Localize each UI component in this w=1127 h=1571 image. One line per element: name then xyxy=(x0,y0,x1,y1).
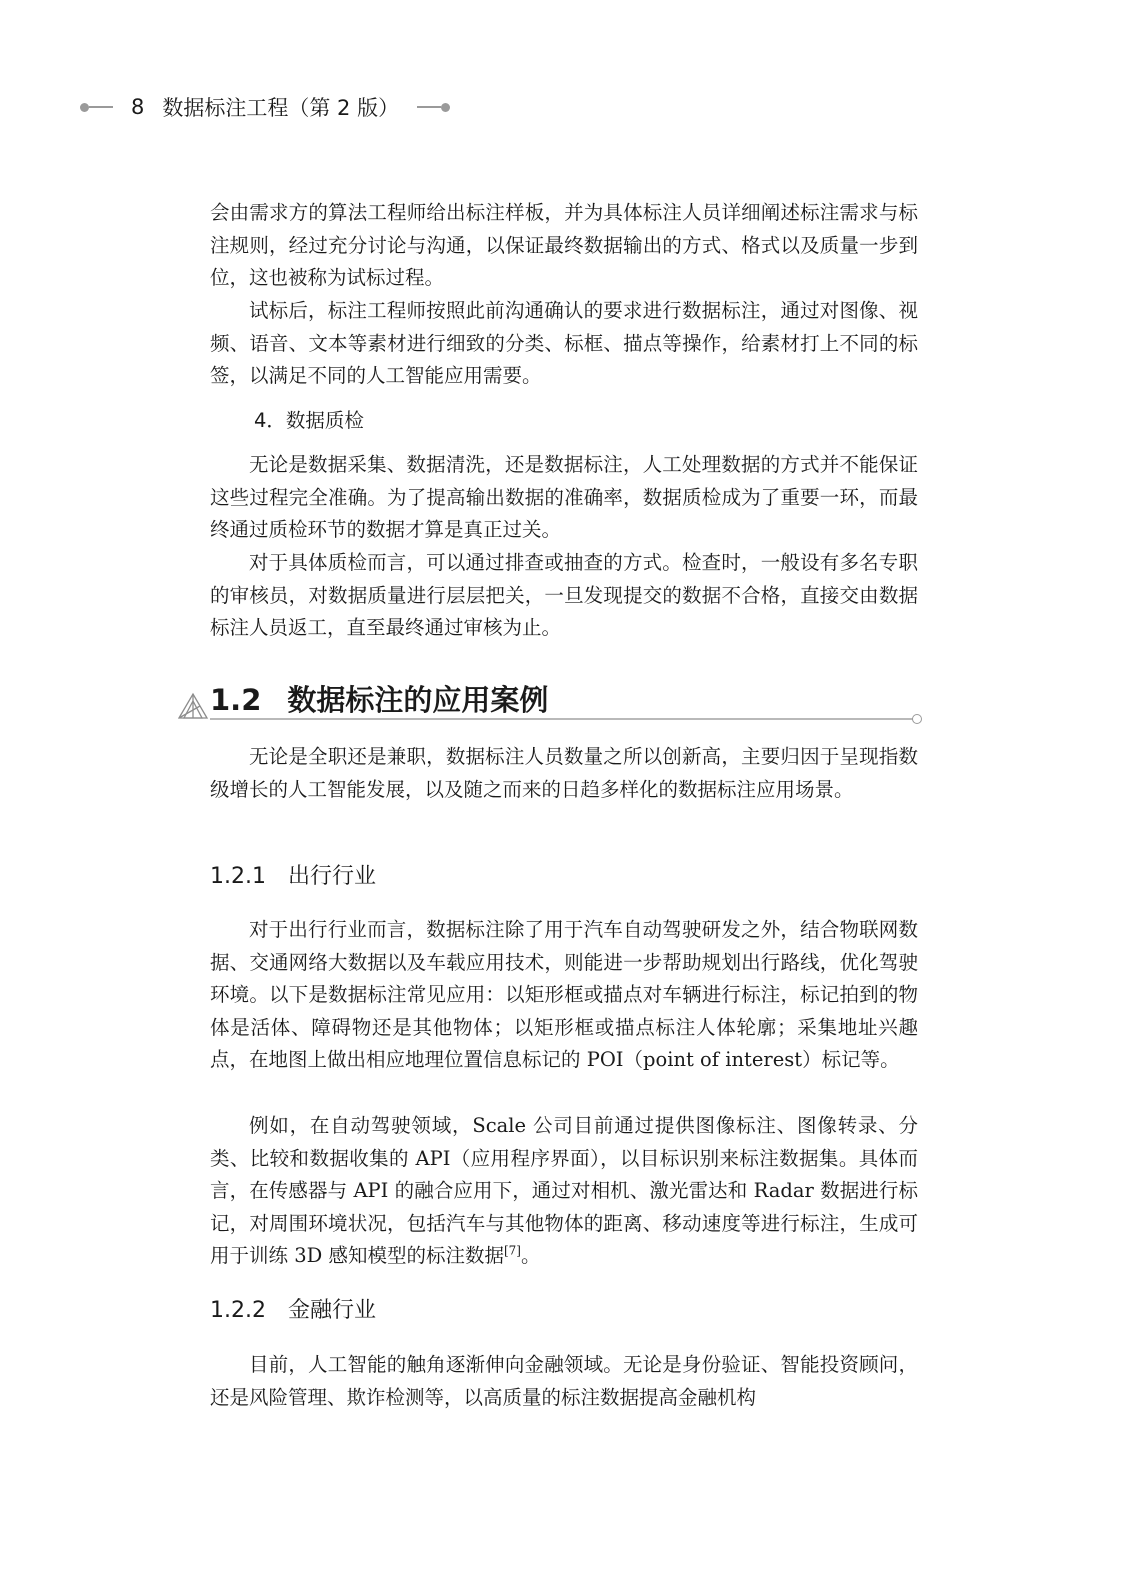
subsection-number: 1.2.1 xyxy=(210,864,266,889)
book-title: 数据标注工程（第 2 版） xyxy=(162,96,400,120)
paragraph-travel-industry: 对于出行行业而言，数据标注除了用于汽车自动驾驶研发之外，结合物联网数据、交通网络大数据以及车载应用技术，则能进一步帮助规划出行路线，优化驾驶环境。以下是数据标注常见应用：以矩形框或描点对车辆进行标注，标记拍到的物体是活体、障碍物还是其他物体；以矩形框或描点标注人体轮廓；采集地址兴趣点，在地图上做出相应地理位置信息标记的 POI（point of interest）标记等。 xyxy=(210,918,918,1072)
section-title-text: 数据标注的应用案例 xyxy=(287,683,549,717)
subsection-heading-finance xyxy=(210,1293,376,1324)
section-rule-endcap xyxy=(912,714,922,724)
header-left-ornament xyxy=(80,103,113,112)
paragraph-section-intro: 无论是全职还是兼职，数据标注人员数量之所以创新高，主要归因于呈现指数级增长的人工智能发展，以及随之而来的日趋多样化的数据标注应用场景。 xyxy=(210,745,918,801)
paragraph-continued: 会由需求方的算法工程师给出标注样板，并为具体标注人员详细阐述标注需求与标注规则，经过充分讨论与沟通，以保证最终数据输出的方式、格式以及质量一步到位，这也被称为试标过程。 xyxy=(210,201,918,290)
section-heading xyxy=(176,676,924,726)
paragraph-finance-industry: 目前，人工智能的触角逐渐伸向金融领域。无论是身份验证、智能投资顾问，还是风险管理、欺诈检测等，以高质量的标注数据提高金融机构 xyxy=(210,1353,918,1409)
paragraph-scale-example xyxy=(210,1110,918,1273)
subsection-title: 出行行业 xyxy=(287,864,376,889)
subsection-number: 1.2.2 xyxy=(210,1298,266,1323)
section-title xyxy=(210,676,548,724)
citation-ref: [7] xyxy=(503,1243,521,1258)
paragraph-trial-labeling: 试标后，标注工程师按照此前沟通确认的要求进行数据标注，通过对图像、视频、语音、文本等素材进行细致的分类、标框、描点等操作，给素材打上不同的标签，以满足不同的人工智能应用需要。 xyxy=(210,299,918,388)
paragraph-scale-end: 。 xyxy=(520,1244,541,1268)
section-rule xyxy=(210,718,914,720)
paragraph-qc-intro: 无论是数据采集、数据清洗，还是数据标注，人工处理数据的方式并不能保证这些过程完全准确。为了提高输出数据的准确率，数据质检成为了重要一环，而最终通过质检环节的数据才算是真正过关。 xyxy=(210,453,918,542)
section-number: 1.2 xyxy=(210,683,262,717)
header-right-ornament xyxy=(417,103,450,112)
paragraph-qc-method: 对于具体质检而言，可以通过排查或抽查的方式。检查时，一般设有多名专职的审核员，对数据质量进行层层把关，一旦发现提交的数据不合格，直接交由数据标注人员返工，直至最终通过审核为止。 xyxy=(210,551,918,640)
page-number: 8 xyxy=(131,95,145,119)
triangle-ornament-icon xyxy=(176,690,210,720)
subsection-heading-travel xyxy=(210,859,376,890)
paragraph-scale-text: 例如，在自动驾驶领域，Scale 公司目前通过提供图像标注、图像转录、分类、比较和数据收集的 API（应用程序界面），以目标识别来标注数据集。具体而言，在传感器与 API 的融合应用下，通过对相机、激光雷达和 Radar 数据进行标记，对周围环境状况，包括汽车与其他物体的距离、移动速度等进行标注，生成可用于训练 3D 感知模型的标注数据 xyxy=(210,1114,918,1268)
subsection-title: 金融行业 xyxy=(287,1298,376,1323)
running-header xyxy=(80,92,450,122)
subheading-data-qc: 4．数据质检 xyxy=(254,409,364,432)
